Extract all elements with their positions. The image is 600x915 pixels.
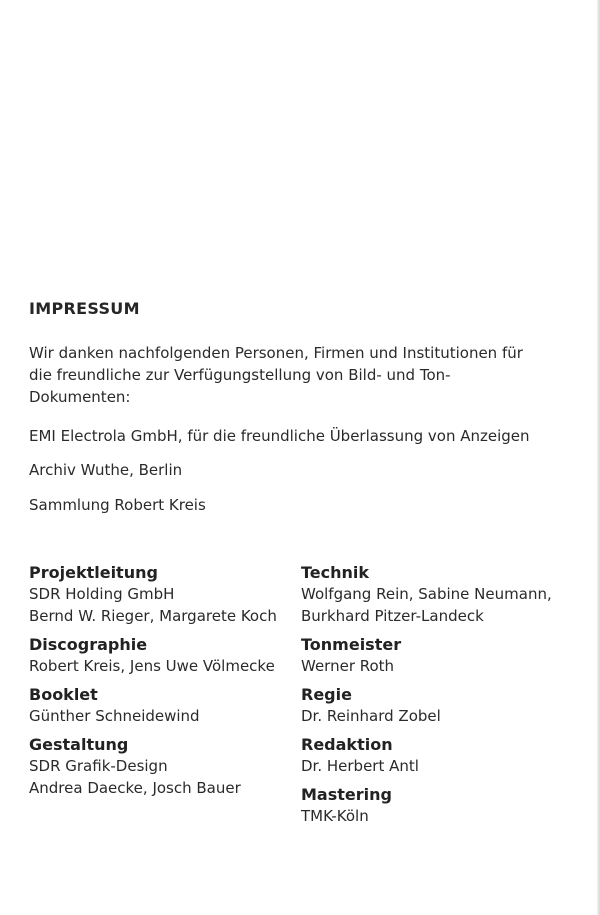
source-line: Sammlung Robert Kreis — [29, 496, 206, 514]
credit-title: Gestaltung — [29, 735, 129, 754]
credit-mastering — [301, 785, 591, 827]
credits-right-column — [301, 563, 591, 835]
credit-title: Regie — [301, 685, 352, 704]
credit-line: Werner Roth — [301, 657, 395, 675]
credit-discographie — [29, 635, 294, 677]
credit-line: Dr. Herbert Antl — [301, 757, 419, 775]
credit-projektleitung — [29, 563, 294, 627]
intro-line: Wir danken nachfolgenden Personen, Firmen und Institutionen für — [29, 344, 523, 362]
credit-title: Redaktion — [301, 735, 393, 754]
credit-line: Wolfgang Rein, Sabine Neumann, — [301, 585, 552, 603]
page-title: IMPRESSUM — [29, 299, 140, 318]
credit-title: Booklet — [29, 685, 98, 704]
intro-line: Dokumenten: — [29, 388, 131, 406]
intro-paragraph — [29, 342, 569, 408]
credit-line: SDR Holding GmbH — [29, 585, 175, 603]
credit-tonmeister — [301, 635, 591, 677]
credit-line: Bernd W. Rieger, Margarete Koch — [29, 607, 277, 625]
credit-regie — [301, 685, 591, 727]
credit-title: Discographie — [29, 635, 148, 654]
credit-line: Robert Kreis, Jens Uwe Völmecke — [29, 657, 275, 675]
source-line: EMI Electrola GmbH, für die freundliche Überlassung von Anzeigen — [29, 427, 530, 445]
credit-technik — [301, 563, 591, 627]
credit-line: SDR Grafik-Design — [29, 757, 168, 775]
credit-gestaltung — [29, 735, 294, 799]
credit-title: Technik — [301, 563, 370, 582]
credit-line: Dr. Reinhard Zobel — [301, 707, 441, 725]
credit-title: Tonmeister — [301, 635, 402, 654]
credit-title: Projektleitung — [29, 563, 158, 582]
credit-title: Mastering — [301, 785, 392, 804]
credits-left-column — [29, 563, 294, 807]
credit-line: TMK-Köln — [301, 807, 369, 825]
credit-line: Günther Schneidewind — [29, 707, 200, 725]
credit-booklet — [29, 685, 294, 727]
source-line: Archiv Wuthe, Berlin — [29, 461, 183, 479]
credit-line: Andrea Daecke, Josch Bauer — [29, 779, 241, 797]
credit-redaktion — [301, 735, 591, 777]
credit-line: Burkhard Pitzer-Landeck — [301, 607, 484, 625]
intro-line: die freundliche zur Verfügungstellung von Bild- und Ton- — [29, 366, 451, 384]
